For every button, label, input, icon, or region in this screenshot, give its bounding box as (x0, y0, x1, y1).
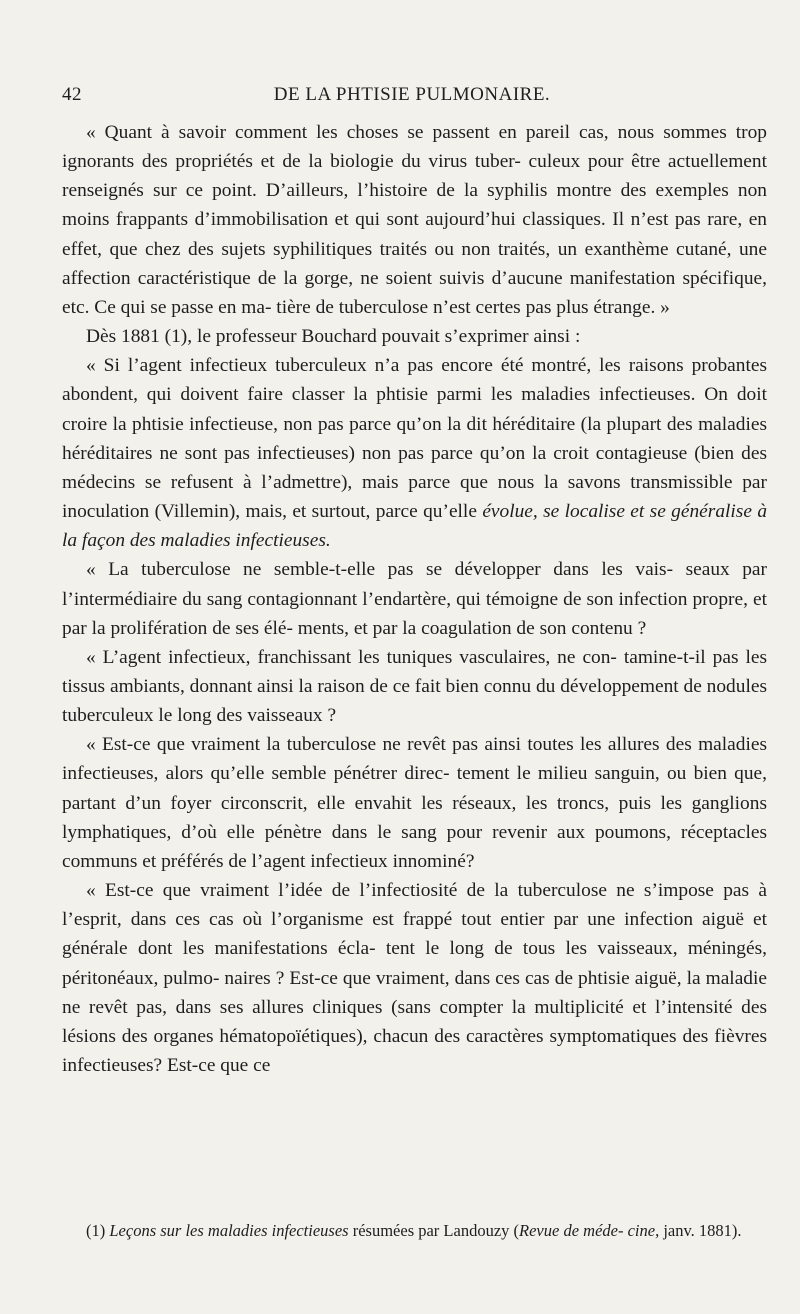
paragraph: « La tuberculose ne semble-t-elle pas se développer dans les vais- seaux par l’intermédiaire du sang contagionnant l’endartère, qui témoigne de son infection propre, et par la prolifération de ses élé- ments, et par la coagulation de son contenu ? (62, 559, 767, 639)
footnote-text (62, 1219, 762, 1243)
footnote-end: , janv. 1881). (655, 1221, 742, 1240)
paragraph: « Quant à savoir comment les choses se passent en pareil cas, nous sommes trop ignorants des propriétés et de la biologie du virus tuber- culeux pour être actuellement renseignés sur ce point. D’ailleurs, l’histoire de la syphilis montre des exemples non moins frappants d’immobilisation et qui sont aujourd’hui classiques. Il n’est pas rare, en effet, que chez des sujets syphilitiques traités ou non traités, un exanthème cutané, une affection caractéristique de la gorge, ne soient suivis d’aucune manifestation spécifique, etc. Ce qui se passe en ma- tière de tuberculose n’est certes pas plus étrange. » (62, 122, 767, 318)
footnote-marker: (1) (86, 1221, 106, 1240)
body-text (62, 118, 767, 1080)
page-header (62, 84, 762, 110)
footnote (62, 1219, 762, 1243)
paragraph: Dès 1881 (1), le professeur Bouchard pouvait s’exprimer ainsi : (86, 326, 581, 348)
footnote-middle: résumées par Landouzy ( (352, 1221, 520, 1240)
paragraph (62, 351, 767, 555)
paragraph-text: « Si l’agent infectieux tuberculeux n’a pas encore été montré, les raisons probantes abondent, qui doivent faire classer la phtisie parmi les maladies infectieuses. On doit croire la phtisie infectieuse, non pas parce qu’on la dit héréditaire (la plupart des maladies héréditaires ne sont pas infectieuses) non pas parce qu’on la croit contagieuse (bien des médecins se refusent à l’admettre), mais parce que nous la savons transmissible par inoculation (Villemin), mais, et surtout, parce qu’elle (62, 355, 767, 523)
page-number: 42 (62, 84, 82, 105)
running-title: DE LA PHTISIE PULMONAIRE. (273, 84, 551, 105)
paragraph: « L’agent infectieux, franchissant les tuniques vasculaires, ne con- tamine-t-il pas les tissus ambiants, donnant ainsi la raison de ce fait bien connu du développement de nodules tuberculeux le long des vaisseaux ? (62, 646, 767, 727)
paragraph: « Est-ce que vraiment la tuberculose ne revêt pas ainsi toutes les allures des maladies infectieuses, alors qu’elle semble pénétrer direc- tement le milieu sanguin, ou bien que, partant d’un foyer circonscrit, elle envahit les réseaux, les troncs, puis les ganglions lymphatiques, d’où elle pénètre dans le sang pour revenir aux poumons, réceptacles communs et préférés de l’agent infectieux innominé? (62, 734, 767, 872)
footnote-title: Leçons sur les maladies infectieuses (109, 1221, 349, 1240)
footnote-journal: Revue de méde- cine (519, 1221, 656, 1240)
italic-clause: évolue, se localise et se généralise à la façon des maladies infectieuses. (62, 501, 768, 552)
paragraph: « Est-ce que vraiment l’idée de l’infectiosité de la tuberculose ne s’impose pas à l’esprit, dans ces cas où l’organisme est frappé tout entier par une infection aiguë et générale dont les manifestations écla- tent le long de tous les vaisseaux, méningés, péritonéaux, pulmo- naires ? Est-ce que vraiment, dans ces cas de phtisie aiguë, la maladie ne revêt pas, dans ses allures cliniques (sans compter la multiplicité et l’intensité des lésions des organes hématopoïétiques), chacun des caractères symptomatiques des fièvres infectieuses? Est-ce que ce (62, 880, 767, 1076)
